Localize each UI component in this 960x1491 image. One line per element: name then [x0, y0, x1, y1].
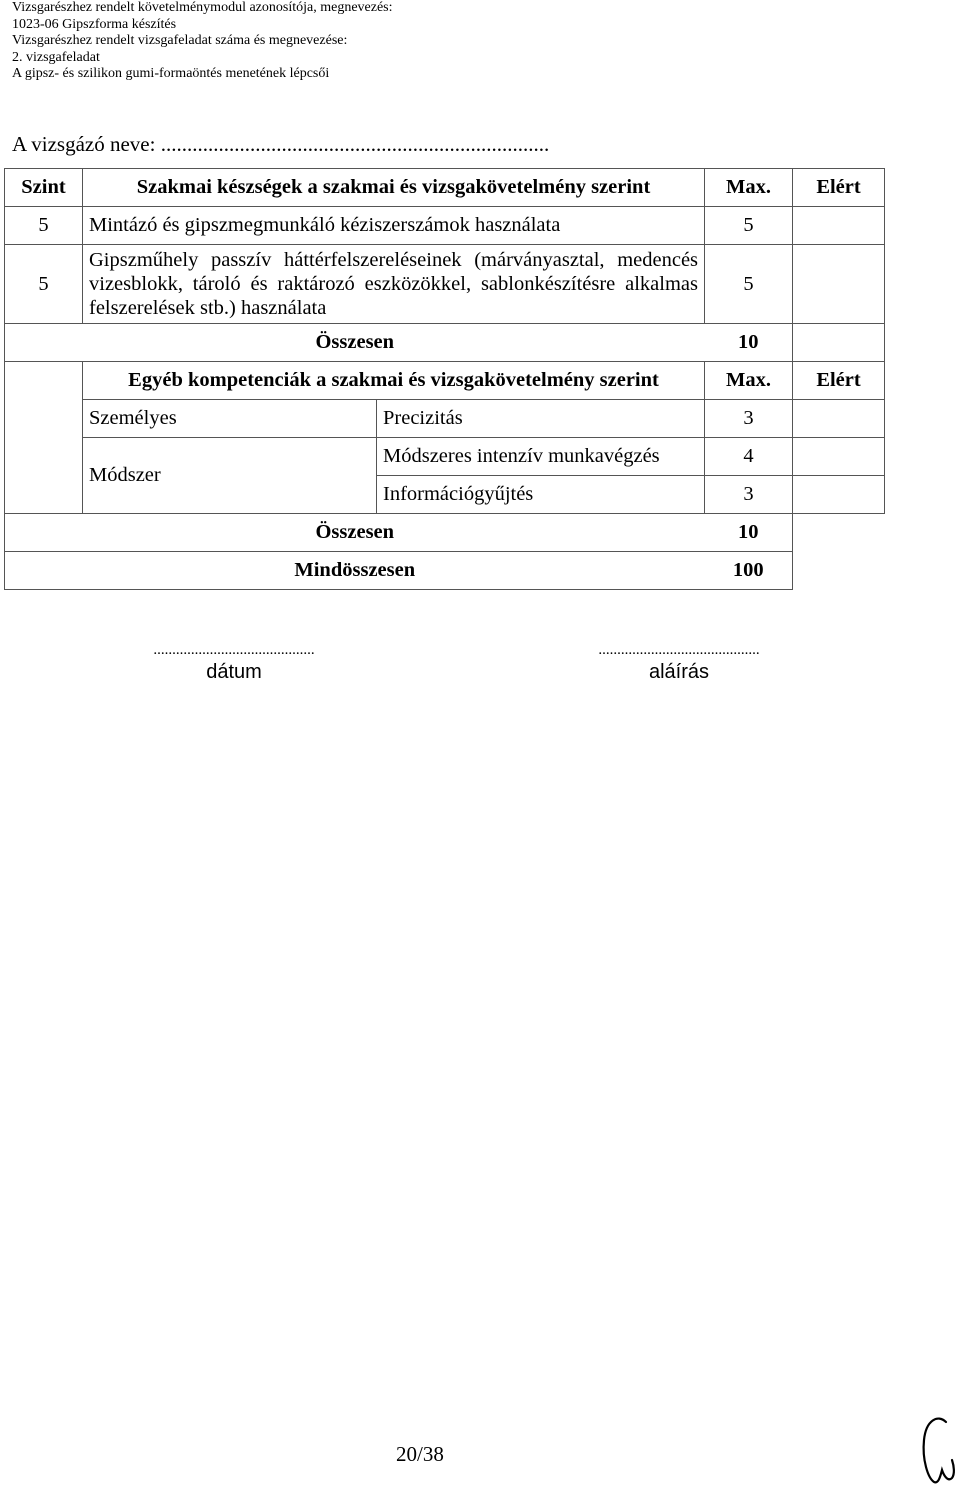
competency-skill: Információgyűjtés [377, 476, 705, 514]
signature-label: aláírás [648, 661, 710, 683]
subtotal-row [5, 514, 885, 552]
document-header [12, 0, 393, 83]
row-skill-text: Gipszműhely passzív háttérfelszereléseinek (márványasztal, medencés vizesblokk, tároló és raktározó eszközökkel, sablonkészítésre alkalmas felszerelések stb.) használata [83, 245, 705, 324]
total-label: Mindösszesen [5, 552, 705, 590]
header-skills-title: Szakmai készségek a szakmai és vizsgakövetelmény szerint [83, 169, 705, 207]
subtotal-row [5, 324, 885, 362]
header-max: Max. [705, 362, 793, 400]
row-elert-cell[interactable] [793, 245, 885, 324]
competency-max: 4 [705, 438, 793, 476]
candidate-name-line: A vizsgázó neve: .......................................................................... [12, 132, 550, 156]
competency-elert-cell[interactable] [793, 400, 885, 438]
total-value: 100 [705, 552, 793, 590]
date-signature-block [100, 640, 368, 684]
row-max: 5 [705, 207, 793, 245]
competencies-blank-cell [5, 362, 83, 400]
table-row [5, 438, 885, 476]
total-blank-cell [793, 552, 885, 590]
header-elert: Elért [793, 169, 885, 207]
subtotal-label: Összesen [5, 324, 705, 362]
row-max: 5 [705, 245, 793, 324]
row-level: 5 [5, 245, 83, 324]
header-task-name: A gipsz- és szilikon gumi-formaöntés menetének lépcsői [12, 66, 330, 82]
subtotal-elert-cell[interactable] [793, 514, 885, 552]
subtotal-value: 10 [705, 324, 793, 362]
row-skill-text: Mintázó és gipszmegmunkáló kéziszerszámok használata [83, 207, 705, 245]
subtotal-value: 10 [705, 514, 793, 552]
table-row [5, 245, 885, 324]
subtotal-elert-cell[interactable] [793, 324, 885, 362]
subtotal-label: Összesen [5, 514, 705, 552]
competency-category: Személyes [83, 400, 377, 438]
assessment-table [4, 168, 885, 590]
skills-header-row [5, 169, 885, 207]
header-task-label: Vizsgarészhez rendelt vizsgafeladat száma és megnevezése: [12, 33, 348, 49]
header-competencies-title: Egyéb kompetenciák a szakmai és vizsgakövetelmény szerint [83, 362, 705, 400]
competency-max: 3 [705, 476, 793, 514]
competencies-blank-cell [5, 400, 83, 438]
table-row [5, 400, 885, 438]
header-elert: Elért [793, 362, 885, 400]
page-number: 20/38 [396, 1442, 444, 1466]
handwritten-initial-icon [918, 1410, 958, 1490]
date-dots: ........................................... [153, 642, 315, 658]
competencies-blank-cell [5, 438, 83, 514]
competency-category: Módszer [83, 438, 377, 514]
signature-block [545, 640, 813, 684]
header-module-label: Vizsgarészhez rendelt követelménymodul azonosítója, megnevezés: [12, 0, 393, 15]
signature-dots: ........................................... [598, 642, 760, 658]
competency-elert-cell[interactable] [793, 438, 885, 476]
header-task-number: 2. vizsgafeladat [12, 49, 100, 65]
competency-skill: Precizitás [377, 400, 705, 438]
competency-skill: Módszeres intenzív munkavégzés [377, 438, 705, 476]
header-max: Max. [705, 169, 793, 207]
date-label: dátum [206, 661, 262, 683]
table-row [5, 207, 885, 245]
competency-max: 3 [705, 400, 793, 438]
competency-elert-cell[interactable] [793, 476, 885, 514]
row-elert-cell[interactable] [793, 207, 885, 245]
total-row [5, 552, 885, 590]
competencies-header-row [5, 362, 885, 400]
header-module-name: 1023-06 Gipszforma készítés [12, 16, 177, 32]
header-szint: Szint [5, 169, 83, 207]
row-level: 5 [5, 207, 83, 245]
